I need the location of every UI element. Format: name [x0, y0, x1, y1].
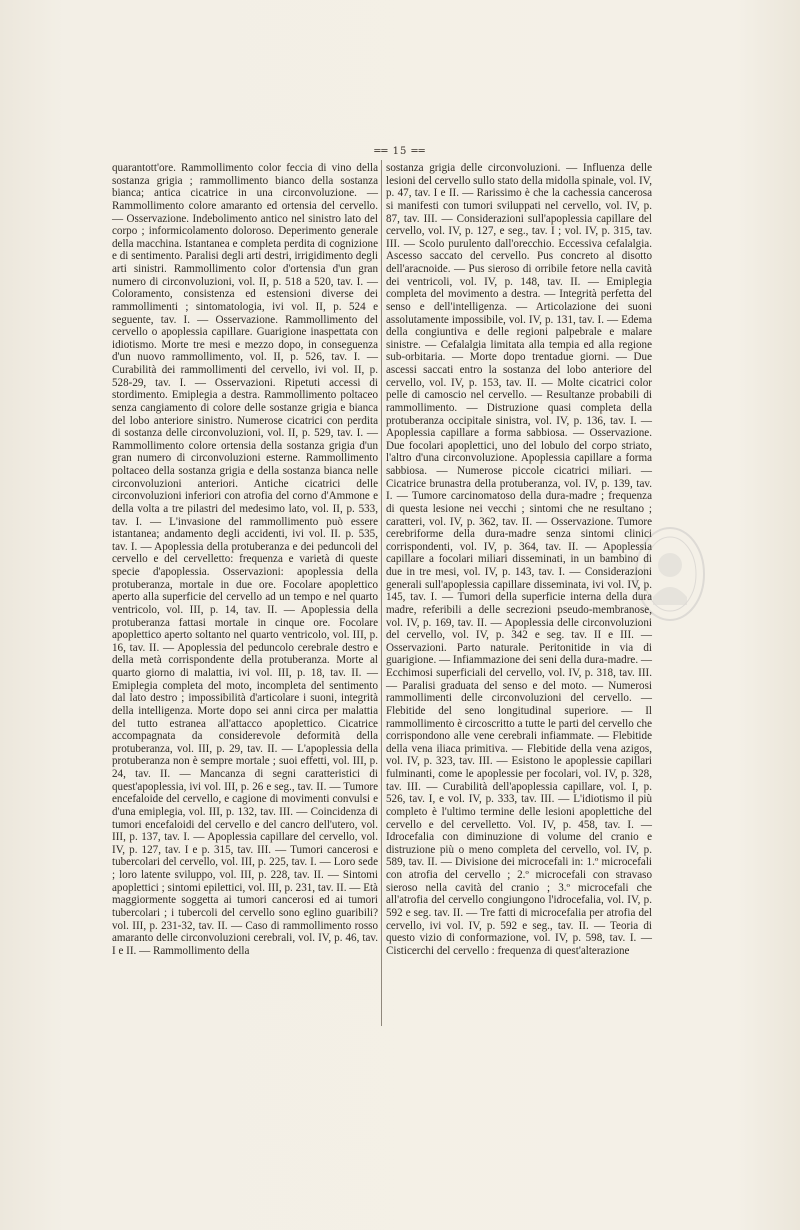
header-rule-left: ══ — [374, 146, 389, 157]
page-header — [0, 146, 800, 157]
text-column-right: sostanza grigia delle circonvoluzioni. — Influenza delle lesioni del cervello sullo stato della midolla spinale, vol. IV, p. 47, tav. I e II. — Rarissimo è che la cachessia cancerosa si manifesti con tumori sviluppati nel cervello, vol. IV, p. 87, tav. III. — Considerazioni sull'apoplessia capillare del cervello, vol. IV, p. 127, e seg., tav. I ; vol. IV, p. 315, tav. III. — Scolo purulento dall'orecchio. Eccessiva cefalalgia. Ascesso saccato del cervello. Pus concreto al disotto dell'aracnoide. — Pus sieroso di orribile fetore nella cavità dei ventricoli, vol. IV, p. 148, tav. II. — Emiplegia completa del movimento a destra. — Integrità perfetta del senso e dell'intelligenza. — Articolazione dei suoni assolutamente impossibile, vol. IV, p. 131, tav. I. — Edema della congiuntiva e delle regioni palpebrale e malare sinistre. — Cefalalgia limitata alla tempia ed alla regione sub-orbitaria. — Morte dopo trentadue giorni. — Due ascessi saccati entro la sostanza del lobo anteriore del cervello, vol. IV, p. 153, tav. II. — Molte cicatrici color pelle di camoscio nel cervello. — Resultanze probabili di rammollimento. — Distruzione quasi completa della protuberanza occipitale sinistra, vol. IV, p. 136, tav. I. — Apoplessia capillare a forma sabbiosa. — Osservazione. Due focolari apoplettici, uno del lobulo del corpo striato, l'altro d'una circonvoluzione. Apoplessia capillare a forma sabbiosa. — Numerose piccole cicatrici miliari. — Cicatrice brunastra della protuberanza, vol. IV, p. 139, tav. I. — Tumore carcinomatoso della dura-madre ; frequenza di questa lesione nei vecchi ; sintomi che ne resultano ; caratteri, vol. IV, p. 362, tav. II. — Osservazione. Tumore cerebriforme della dura-madre senza sintomi clinici corrispondenti, vol. IV, p. 364, tav. II. — Apoplessia capillare a focolari miliari disseminati, in un bambino di due in tre mesi, vol. IV, p. 143, tav. I. — Considerazioni generali sull'apoplessia capillare disseminata, ivi vol. IV, p. 145, tav. I. — Tumori della superficie interna della dura madre, referibili a delle secrezioni pseudo-membranose, vol. IV, p. 169, tav. II. — Apoplessia delle circonvoluzioni del cervello, vol. IV, p. 342 e seg. tav. II e III. — Osservazioni. Parto naturale. Peritonitide in via di guarigione. — Infiammazione dei seni della dura-madre. — Ecchimosi superficiali del cervello, vol. IV, p. 318, tav. III. — Paralisi graduata del senso e del moto. — Numerosi rammollimenti delle circonvoluzioni del cervello. — Flebitide del seno longitudinal superiore. — Il rammollimento è circoscritto a tutte le parti del cervello che corrispondono alle vene cerebrali infiammate. — Flebitide della vena iliaca primitiva. — Flebitide della vena azigos, vol. IV, p. 323, tav. III. — Esistono le apoplessie capillari fulminanti, come le apoplessie per focolari, vol. IV, p. 328, tav. III. — Curabilità dell'apoplessia capillare, vol. I, p. 526, tav. I, e vol. IV, p. 333, tav. III. — L'idiotismo il più completo è l'ultimo termine delle lesioni apoplettiche del cervello e del cervelletto. Vol. IV, p. 458, tav. I. — Idrocefalia con diminuzione di volume del cranio e distruzione più o meno completa del cervello, vol. IV, p. 589, tav. II. — Divisione dei microcefali in: 1.º microcefali con atrofia del cervello ; 2.º microcefali con stravaso sieroso nella cavità del cranio ; 3.º microcefali che all'atrofia del cervello congiungono l'idrocefalia, vol. IV, p. 592 e seg. tav. II. — Tre fatti di microcefalia per atrofia del cervello, ivi vol. IV, p. 592 e seg., tav. II. — Teoria di questo vizio di conformazione, vol. IV, p. 598, tav. I. — Cisticerchi del cervello : frequenza di quest'alterazione — [386, 162, 652, 957]
library-stamp-icon — [633, 525, 707, 623]
text-column-left: quarantott'ore. Rammollimento color feccia di vino della sostanza grigia ; rammollimento bianco della sostanza bianca; antica cicatrice in una circonvoluzione. — Rammollimento colore amaranto ed ortensia del cervello. — Osservazione. Indebolimento antico nel sinistro lato del corpo ; informicolamento doloroso. Deperimento generale della macchina. Istantanea e completa perdita di cognizione e di sentimento. Paralisi degli arti destri, irrigidimento degli arti sinistri. Rammollimento color d'ortensia d'un gran numero di circonvoluzioni, vol. II, p. 518 a 520, tav. I. — Coloramento, consistenza ed estensioni diverse dei rammollimenti ; sintomatologia, ivi vol. II, p. 524 e seguente, tav. I. — Osservazione. Rammollimento del cervello o apoplessia capillare. Guarigione inaspettata con idiotismo. Morte tre mesi e mezzo dopo, in conseguenza d'un nuovo rammollimento, vol. II, p. 526, tav. I. — Curabilità dei rammollimenti del cervello, ivi vol. II, p. 528-29, tav. I. — Osservazioni. Ripetuti accessi di stordimento. Emiplegia a destra. Rammollimento poltaceo senza cangiamento di colore delle sostanze grigia e bianca del lobo anteriore sinistro. Numerose cicatrici con perdita di sostanza delle circonvoluzioni, vol. II, p. 529, tav. I. — Rammollimento colore ortensia della sostanza grigia d'un gran numero di circonvoluzioni esterne. Rammollimento poltaceo della sostanza grigia e della sostanza bianca nelle circonvoluzioni anteriori. Antiche cicatrici delle circonvoluzioni inferiori con atrofia del corno d'Ammone e della volta a tre pilastri del medesimo lato, vol. II, p. 533, tav. I. — L'invasione del rammollimento può essere istantanea; andamento degli accidenti, ivi vol. II. p. 535, tav. I. — Apoplessia della protuberanza e dei peduncoli del cervello e del cervelletto: frequenza e varietà di queste specie d'apoplessia. Osservazioni: apoplessia della protuberanza, mortale in due ore. Focolare apoplettico aperto alla superficie del cervello ad un tempo e nel quarto ventricolo, vol. III, p. 14, tav. II. — Apoplessia della protuberanza fattasi mortale in cinque ore. Focolare apoplettico aperto soltanto nel quarto ventricolo, vol. III, p. 16, tav. II. — Apoplessia del peduncolo cerebrale destro e della metà corrispondente della protuberanza. Morte al quarto giorno di malattia, ivi vol. III, p. 18, tav. II. — Emiplegia completa del moto, incompleta del sentimento dal lato destro ; impossibilità d'articolare i suoni, integrità della intelligenza. Morte dopo sei anni circa per malattia del tutto estranea all'attacco apoplettico. Cicatrice accompagnata da considerevole deformità della protuberanza, vol. III, p. 29, tav. II. — L'apoplessia della protuberanza non è sempre mortale ; suoi effetti, vol. III, p. 24, tav. II. — Mancanza di segni caratteristici di quest'apoplessia, ivi vol. III, p. 26 e seg., tav. II. — Tumore encefaloide del cervello, e cagione di movimenti convulsi e d'una emiplegia, vol. III, p. 132, tav. III. — Coincidenza di tumori encefaloidi del cervello e del cancro dell'utero, vol. III, p. 137, tav. I. — Apoplessia capillare del cervello, vol. IV, p. 127, tav. I e p. 315, tav. III. — Tumori cancerosi e tubercolari del cervello, vol. III, p. 225, tav. I. — Loro sede ; loro latente sviluppo, vol. III, p. 228, tav. II. — Sintomi apoplettici ; sintomi epilettici, vol. III, p. 231, tav. II. — Età maggiormente soggetta ai tumori cancerosi ed ai tumori tubercolari ; i tubercoli del cervello sono eglino guaribili? vol. III, p. 231-32, tav. II. — Caso di rammollimento rosso amaranto delle circonvoluzioni cerebrali, vol. IV, p. 46, tav. I e II. — Rammollimento della — [112, 162, 378, 957]
header-rule-right: ══ — [411, 146, 426, 157]
column-divider — [381, 160, 382, 1026]
page-number: 15 — [392, 146, 408, 157]
